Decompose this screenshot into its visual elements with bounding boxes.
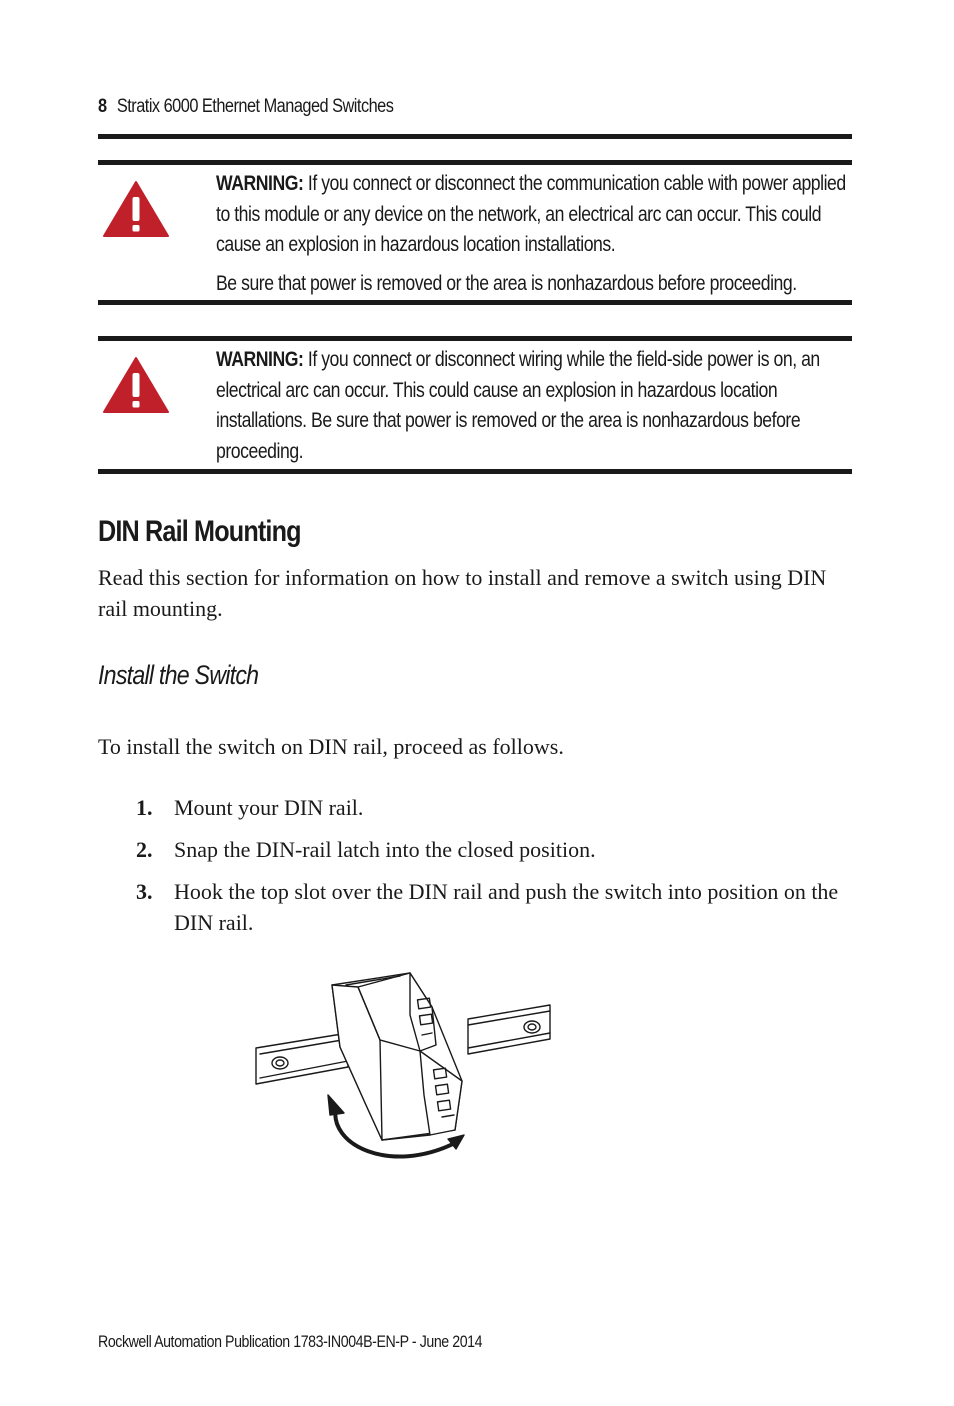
step-number: 3. — [136, 879, 153, 904]
page-header — [98, 96, 393, 118]
step-number: 2. — [136, 837, 153, 862]
procedure-lead: To install the switch on DIN rail, proceed as follows. — [98, 734, 564, 759]
warning-text — [216, 169, 854, 299]
step-text: Mount your DIN rail. — [174, 795, 364, 820]
section-intro: Read this section for information on how to install and remove a switch using DIN rail mounting. — [98, 565, 827, 621]
warning-message: If you connect or disconnect the communication cable with power applied to this module or any device on the network, an electrical arc can occur. This could cause an explosion in hazardous location installations. — [216, 172, 846, 257]
procedure-step — [98, 876, 852, 938]
section-title: DIN Rail Mounting — [98, 515, 301, 548]
warning-box-communication-cable — [98, 160, 852, 305]
warning-message: If you connect or disconnect wiring while the field-side power is on, an electrical arc can occur. This could cause an explosion in hazardous location installations. Be sure that power is removed or the area is nonhazardous before proceeding. — [216, 348, 820, 463]
page-footer: Rockwell Automation Publication 1783-IN004B-EN-P - June 2014 — [98, 1333, 483, 1351]
header-rule — [98, 134, 852, 139]
warning-box-field-wiring — [98, 336, 852, 474]
warning-label: WARNING: — [216, 172, 304, 195]
step-text: Snap the DIN-rail latch into the closed position. — [174, 837, 596, 862]
warning-label: WARNING: — [216, 348, 304, 371]
warning-triangle-icon — [102, 355, 170, 415]
procedure-step — [98, 792, 852, 823]
document-title: Stratix 6000 Ethernet Managed Switches — [116, 96, 394, 117]
procedure-step — [98, 834, 852, 865]
warning-triangle-icon — [102, 179, 170, 239]
step-text: Hook the top slot over the DIN rail and push the switch into position on the DIN rail. — [174, 879, 839, 935]
warning-text — [216, 345, 854, 467]
step-number: 1. — [136, 795, 153, 820]
warning-note: Be sure that power is removed or the area is nonhazardous before proceeding. — [216, 271, 797, 295]
subsection-title: Install the Switch — [98, 660, 259, 690]
switch-body — [332, 973, 462, 1140]
procedure-steps — [98, 792, 852, 949]
page-number: 8 — [98, 96, 107, 117]
din-rail-switch-illustration — [250, 965, 560, 1175]
